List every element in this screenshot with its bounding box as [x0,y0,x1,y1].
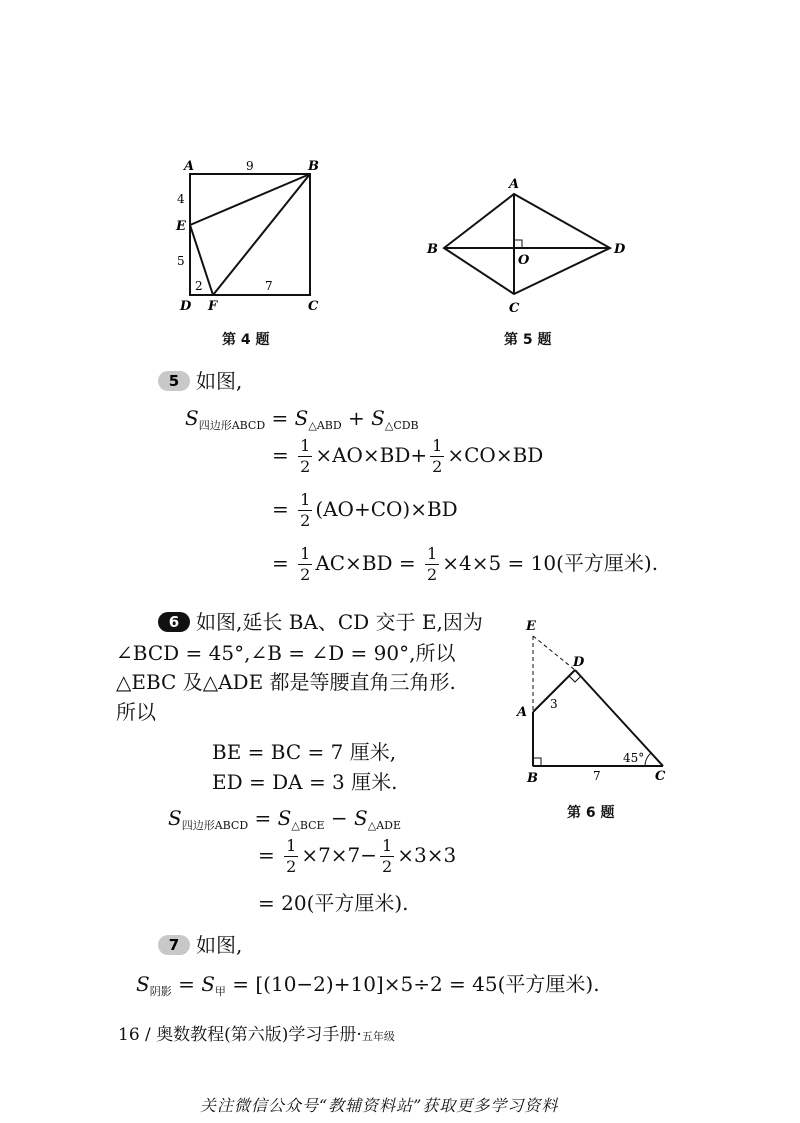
numerator: 1 [427,544,438,563]
fig5-label-b: B [427,242,438,257]
expression: ×4×5 = 10(平方厘米). [442,551,659,575]
problem-6-eq3: = 20(平方厘米). [258,891,409,915]
fig4-segment-eb [190,174,310,225]
fig4-label-f: F [208,299,218,314]
problem-5-intro: 如图, [196,369,243,393]
s-symbol: S [201,972,215,996]
figure-4 [160,150,330,320]
problem-7-eq [136,968,600,999]
problem-6-text: 如图,延长 BA、CD 交于 E,因为 [196,610,483,634]
book-title: 奥数教程(第六版)学习手册· [156,1025,362,1045]
fig6-label-b: B [527,771,538,786]
numerator: 1 [300,490,311,509]
equals-sign: = [272,443,296,467]
fig5-label-o: O [518,253,530,268]
fig6-label-a: A [517,705,528,720]
fraction-half [298,438,312,475]
fig5-caption: 第 5 题 [504,332,552,348]
problem-5-eq2 [272,438,543,475]
fig4-caption: 第 4 题 [222,332,270,348]
subscript: 阴影 [149,985,172,998]
equals-sign: = [258,843,282,867]
fig4-label-e: E [176,219,186,234]
fig6-length-ad: 3 [550,697,558,711]
numerator: 1 [300,544,311,563]
minus-sign: − [330,806,348,830]
problem-7-badge: 7 [158,935,190,955]
subscript: △CDB [384,419,419,432]
s-symbol: S [294,406,309,430]
fig4-length-ae: 4 [177,192,185,206]
fig4-length-ab: 9 [246,159,254,173]
fig6-angle-arc [645,753,651,766]
fig6-label-e: E [526,619,536,634]
fig5-quadrilateral [444,194,610,294]
fig5-label-c: C [509,301,520,316]
s-symbol: S [371,406,385,430]
subscript: 四边形ABCD [198,419,266,432]
fig6-right-angle-b [533,758,541,766]
s-symbol: S [185,406,199,430]
subscript: 四边形ABCD [181,819,249,832]
fig4-segment-fb [213,174,310,295]
subscript: △ADE [367,819,402,832]
problem-6-line3: △EBC 及△ADE 都是等腰直角三角形. [116,670,456,694]
page-footer [118,1020,395,1045]
fig6-length-bc: 7 [593,769,601,783]
denominator: 2 [427,565,438,584]
subscript: △ABD [308,419,342,432]
equals-sign: = [271,406,295,430]
expression: ×CO×BD [447,443,544,467]
denominator: 2 [382,857,393,876]
problem-5-eq4 [272,546,658,583]
fig6-label-c: C [655,769,666,784]
problem-6-eq-be: BE = BC = 7 厘米, [212,740,397,764]
fraction-half [298,492,312,529]
problem-7-intro: 如图, [196,933,243,957]
equals-sign: = [272,551,296,575]
fig6-angle-label: 45° [623,751,645,765]
s-symbol: S [277,806,292,830]
problem-5-heading [158,365,242,394]
subscript: 甲 [214,985,226,998]
fig6-label-d: D [573,655,585,670]
denominator: 2 [432,457,443,476]
watermark-text: 关注微信公众号“教辅资料站”获取更多学习资料 [200,1096,559,1115]
numerator: 1 [286,836,297,855]
expression: AC×BD = [315,551,423,575]
denominator: 2 [300,457,311,476]
equals-sign: = [254,806,278,830]
fraction-half [430,438,444,475]
expression: ×AO×BD+ [315,443,428,467]
fig4-label-c: C [308,299,319,314]
plus-sign: + [348,406,365,430]
fraction-half [284,838,298,875]
expression: ×7×7− [301,843,378,867]
problem-6-eq1 [168,806,401,833]
fig4-length-df: 2 [195,279,203,293]
fraction-half [425,546,439,583]
problem-7-heading [158,929,242,958]
numerator: 1 [382,836,393,855]
fig6-segment-cd [575,670,663,766]
fig5-right-angle-mark [514,240,522,248]
expression: ×3×3 [397,843,457,867]
denominator: 2 [300,565,311,584]
expression: = [(10−2)+10]×5÷2 = 45(平方厘米). [232,972,600,996]
fraction-half [298,546,312,583]
denominator: 2 [286,857,297,876]
fig4-label-b: B [308,159,319,174]
fig5-label-a: A [509,177,520,192]
s-symbol: S [136,972,150,996]
fig6-right-angle-d [569,676,581,682]
figure-6 [505,610,685,790]
problem-5-eq1 [185,406,419,433]
problem-6-line1 [158,606,483,635]
problem-6-eq-ed: ED = DA = 3 厘米. [212,770,398,794]
equals-sign: = [272,497,296,521]
expression: (AO+CO)×BD [315,497,458,521]
problem-6-line4: 所以 [116,700,156,724]
problem-6-line2: ∠BCD = 45°,∠B = ∠D = 90°,所以 [116,641,456,665]
page-number: 16 / [118,1025,151,1045]
numerator: 1 [300,436,311,455]
fig4-label-d: D [180,299,192,314]
fig4-label-a: A [184,159,195,174]
numerator: 1 [432,436,443,455]
figure-5 [420,170,630,320]
grade-label: 五年级 [361,1030,395,1043]
subscript: △BCE [291,819,325,832]
equals-sign: = [178,972,202,996]
fig6-dashed-ed [533,636,575,670]
fraction-half [380,838,394,875]
fig6-caption: 第 6 题 [567,805,615,821]
problem-5-badge: 5 [158,371,190,391]
problem-6-eq2 [258,838,456,875]
s-symbol: S [168,806,182,830]
fig4-length-fc: 7 [265,279,273,293]
denominator: 2 [300,511,311,530]
s-symbol: S [354,806,368,830]
fig4-length-ed: 5 [177,254,185,268]
problem-6-badge: 6 [158,612,190,632]
problem-5-eq3 [272,492,458,529]
fig5-label-d: D [614,242,626,257]
